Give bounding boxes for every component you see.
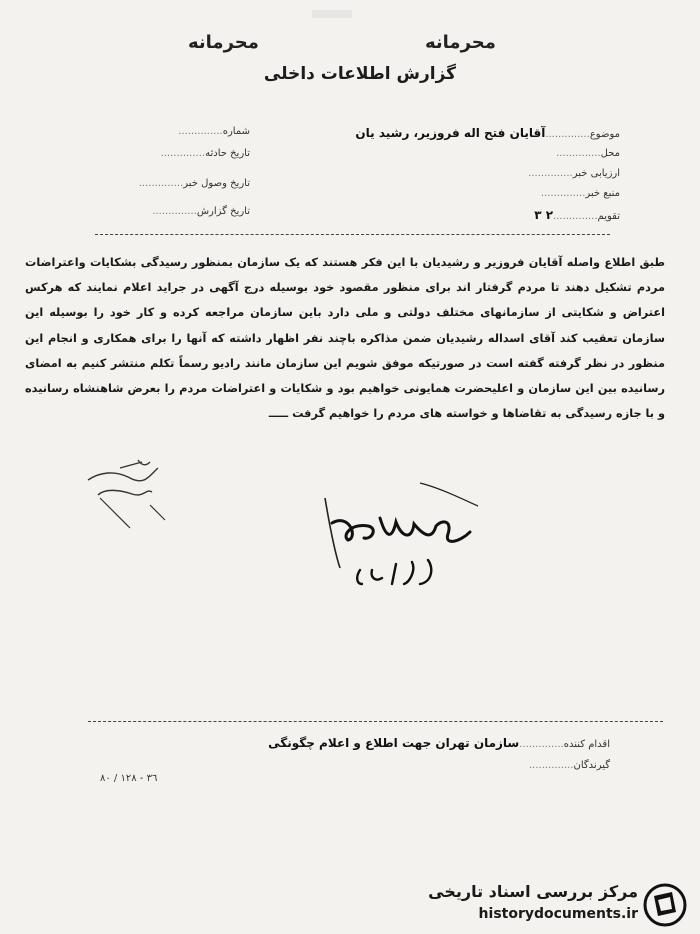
field-distribution: تقویم..............٢ ٣ [534, 208, 620, 222]
header-divider [95, 234, 610, 235]
field-number: شماره.............. [178, 126, 250, 137]
field-incident-date: تاریخ حادثه.............. [160, 148, 250, 159]
report-title: گزارش اطلاعات داخلی [263, 64, 457, 84]
watermark-title: مرکز بررسی اسناد تاریخی [428, 882, 638, 901]
report-body-text: طبق اطلاع واصله آقایان فروزیر و رشیدیان با این فکر هستند که یک سازمان بمنظور رسیدگی بشکایات واعتراضات مردم تشکیل دهند تا مردم گرفتار اند برای منظور مقصود خود بوسیله درج آگهی در جراید اعلام نمایند که هرکس اعتراض و شکایتی از سازمانهای مختلف دولتی و ملی دارد باین سازمان مراجعه کرده و کار خود را بوسیله این سازمان تعقیب کند آقای اسداله رشیدیان ضمن مذاکره باچند نفر اظهار داشته که آنها را برای همکاری و انجام این منظور در نظر گرفته گفته است در صورتیکه موفق شویم این سازمان مانند رادیو رسماً تکلم منتشر کنیم به امضای رسانیده بین این سازمان و اعلیحضرت همایونی خواهیم بود و شکایات و اعتراضات مردم را بعرض شاهنشاه رسانیده و با جازه رسیدگی به تقاضاها و خواسته های مردم را خواهیم گرفت ـــــ [25, 256, 665, 421]
classification-mark-left: محرمانه [188, 32, 259, 53]
classification-mark-right: محرمانه [425, 32, 496, 53]
watermark-url: historydocuments.ir [478, 906, 638, 922]
handwritten-file-number [320, 478, 490, 598]
field-location: محل.............. [556, 148, 620, 159]
footer-from-field: اقدام کننده..............سازمان تهران جهت اطلاع و اعلام چگونگی [268, 736, 610, 750]
footer-recipients-field: گیرندگان.............. [529, 760, 610, 771]
document-code: ٣٦ - ١٢٨ / ٨٠ [100, 773, 158, 784]
field-source-reliability: ارزیابی خبر.............. [528, 168, 620, 179]
archive-watermark [430, 880, 690, 932]
archive-logo-icon [642, 882, 688, 928]
field-report-date: تاریخ گزارش.............. [152, 206, 250, 217]
field-subject: موضوع..............آقایان فتح اله فروزیر، رشید یان [355, 126, 620, 140]
handwritten-annotation-note [80, 450, 170, 530]
field-receipt-date: تاریخ وصول خبر.............. [138, 178, 250, 189]
faded-stamp-mark [310, 8, 355, 20]
footer-divider [88, 721, 663, 722]
field-news-source: منبع خبر.............. [540, 188, 620, 199]
